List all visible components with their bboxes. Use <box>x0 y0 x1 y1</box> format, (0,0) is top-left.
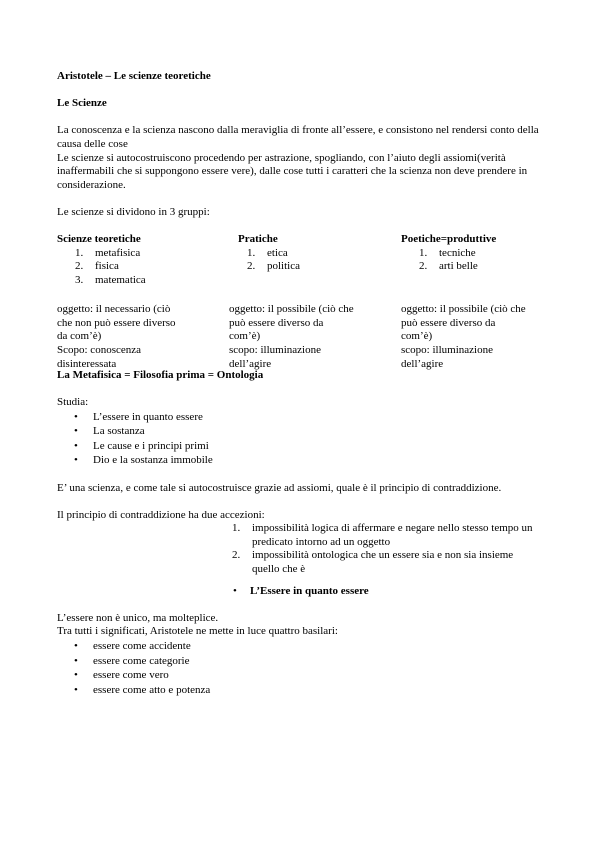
group-title: Scienze teoretiche <box>57 233 141 246</box>
bullet-icon: • <box>74 654 78 667</box>
group-object: oggetto: il necessario (ciò che non può essere diverso da com’è) Scopo: conoscenza disinteressata <box>57 303 176 370</box>
paragraph-conoscenza: La conoscenza e la scienza nascono dalla meraviglia di fronte all’essere, e consistono nel rendersi conto della causa delle cose <box>57 124 539 150</box>
group-pratiche <box>229 233 379 370</box>
bullet-icon: • <box>74 669 78 682</box>
bullet-icon: • <box>233 584 237 597</box>
accezioni-list <box>232 522 539 576</box>
group-poetiche <box>401 233 551 370</box>
section-heading-metafisica: La Metafisica = Filosofia prima = Ontologia <box>57 369 264 382</box>
group-object: oggetto: il possibile (ciò che può essere diverso da com’è) scopo: illuminazione dell’agire <box>229 303 354 370</box>
list-item: 1. metafisica <box>75 246 141 259</box>
bullet-icon: • <box>74 439 78 452</box>
list-item: 3. matematica <box>75 273 146 286</box>
list-item: 2. politica <box>247 260 300 273</box>
list-item: 1. impossibilità logica di affermare e negare nello stesso tempo un predicato intorno ad un oggetto <box>232 522 533 548</box>
list-item: • essere come categorie <box>74 654 190 667</box>
list-item: • L’essere in quanto essere <box>74 410 203 423</box>
list-item: • essere come vero <box>74 669 169 682</box>
list-item: 2. impossibilità ontologica che un essere sia e non sia insieme quello che è <box>232 549 514 576</box>
studia-label: Studia: <box>57 396 89 409</box>
bullet-icon: • <box>74 454 78 467</box>
group-title: Poetiche=produttive <box>401 233 497 246</box>
list-item: • essere come atto e potenza <box>74 683 211 696</box>
list-item: 2. fisica <box>75 260 119 273</box>
group-items <box>229 247 379 274</box>
paragraph-scienza: E’ una scienza, e come tale si autocostruisce grazie ad assiomi, quale è il principio di contraddizione. <box>57 481 502 494</box>
significati-list <box>57 639 539 697</box>
bullet-icon: • <box>74 640 78 653</box>
paragraph-principio: Il principio di contraddizione ha due accezioni: <box>57 508 265 521</box>
bullet-icon: • <box>74 425 78 438</box>
bullet-icon: • <box>74 410 78 423</box>
group-object: oggetto: il possibile (ciò che può essere diverso da com’è) scopo: illuminazione dell’agire <box>401 303 526 370</box>
list-item: • essere come accidente <box>74 640 191 653</box>
paragraph-significati: Tra tutti i significati, Aristotele ne mette in luce quattro basilari: <box>57 625 338 638</box>
paragraph-gruppi: Le scienze si dividono in 3 gruppi: <box>57 205 210 218</box>
document-page <box>57 70 539 697</box>
group-items <box>57 247 207 288</box>
list-item: • Le cause e i principi primi <box>74 439 209 452</box>
group-items <box>401 247 551 274</box>
paragraph-autocostruiscono: Le scienze si autocostruiscono procedendo per astrazione, spogliando, con l’aiuto degli assiomi(verità inaffermabili che si suppongono essere vere), dalle cose tutti i caratteri che la scienza non deve prendere in considerazione. <box>57 151 528 191</box>
document-title: Aristotele – Le scienze teoretiche <box>57 70 211 82</box>
list-item: 1. etica <box>247 246 288 259</box>
group-teoretiche <box>57 233 207 370</box>
list-item: 1. tecniche <box>419 246 476 259</box>
studia-list <box>57 410 539 468</box>
paragraph-unico: L’essere non è unico, ma molteplice. <box>57 611 219 624</box>
bullet-icon: • <box>74 683 78 696</box>
list-item: 2. arti belle <box>419 260 478 273</box>
list-item: • La sostanza <box>74 425 145 438</box>
science-groups <box>57 233 539 369</box>
list-item: • Dio e la sostanza immobile <box>74 454 213 467</box>
subheading-essere: • L’Essere in quanto essere <box>233 584 369 597</box>
section-heading-scienze: Le Scienze <box>57 97 107 110</box>
group-title: Pratiche <box>238 233 278 246</box>
